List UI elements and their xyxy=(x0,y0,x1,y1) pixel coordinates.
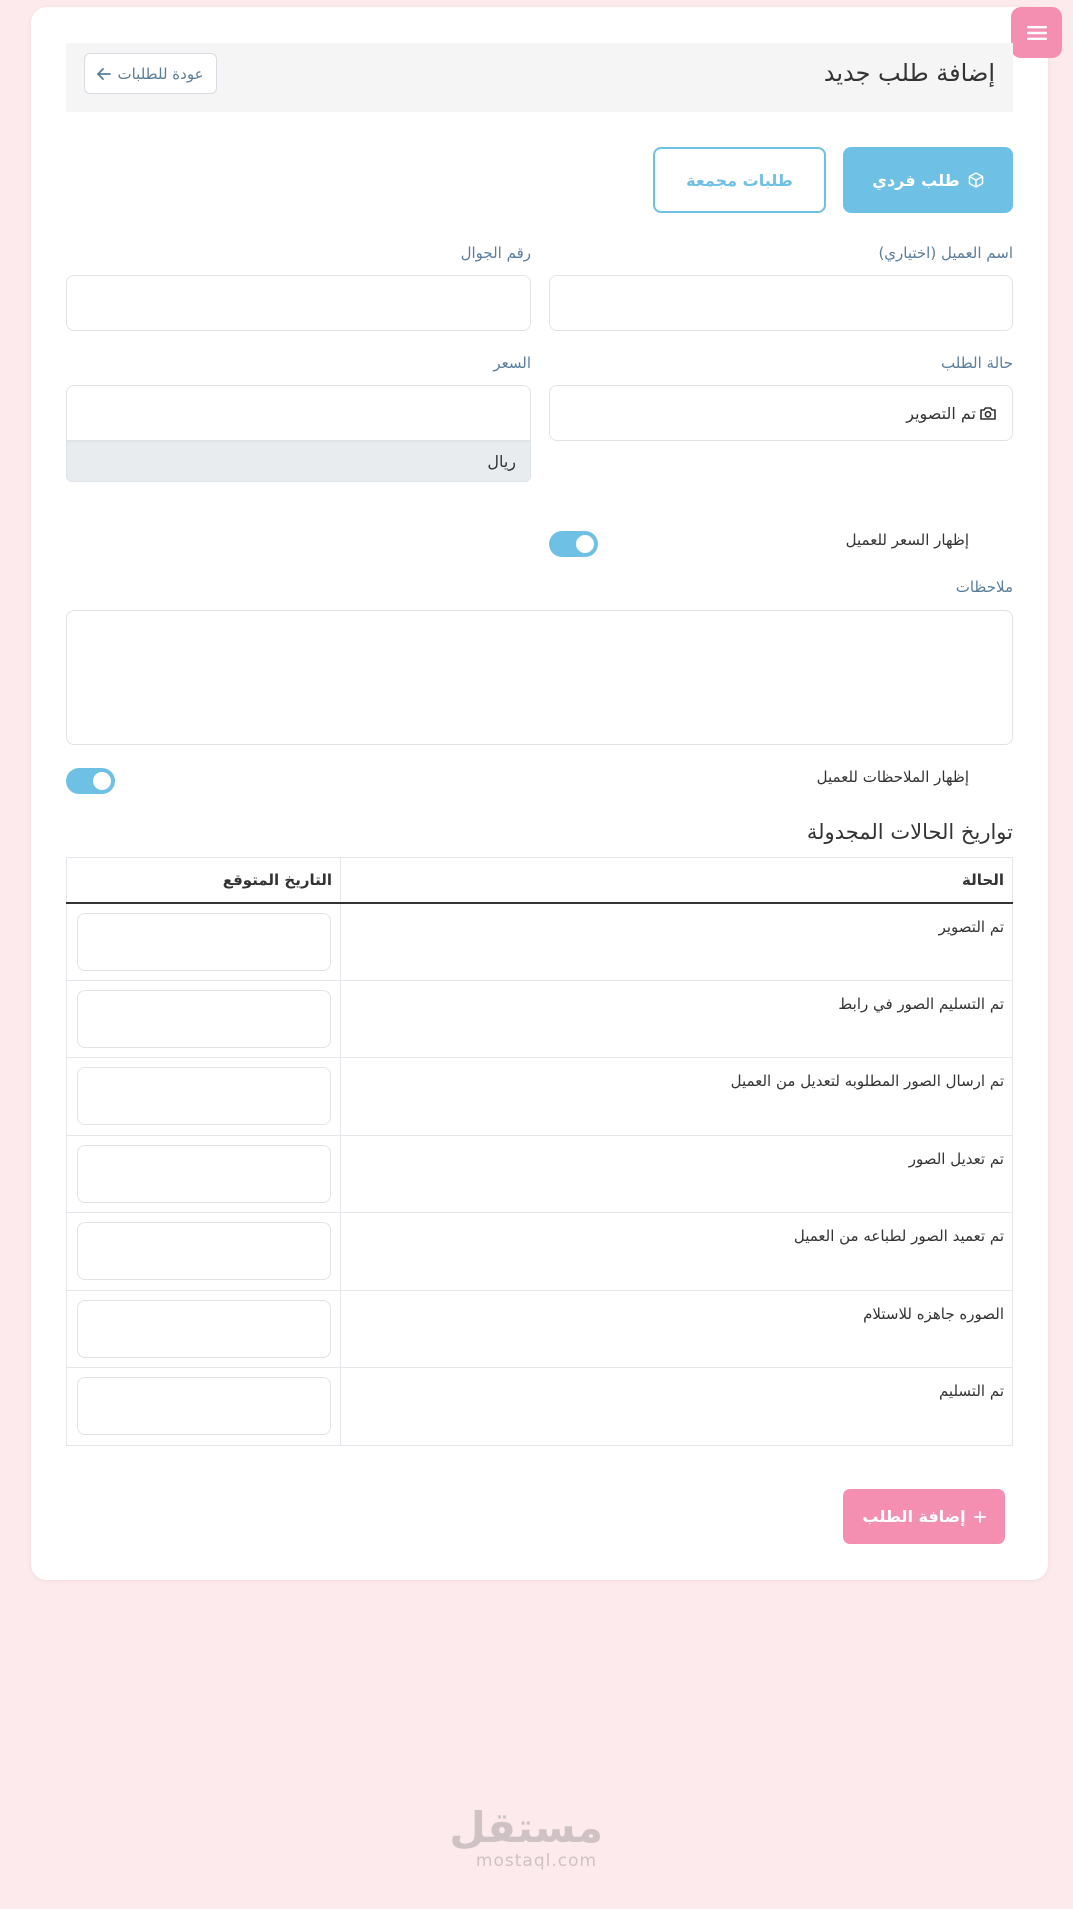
bulk-orders-label: طلبات مجمعة xyxy=(686,170,793,190)
expected-date-input[interactable] xyxy=(77,913,331,971)
table-row xyxy=(67,1290,1013,1368)
customer-name-input[interactable] xyxy=(549,275,1013,331)
watermark-arabic: مستقل xyxy=(449,1803,603,1852)
arrow-left-icon xyxy=(97,68,111,80)
camera-icon xyxy=(980,406,996,420)
expected-date-input[interactable] xyxy=(77,1067,331,1125)
order-status-value: تم التصوير xyxy=(906,403,976,423)
add-order-label: إضافة الطلب xyxy=(862,1507,966,1526)
phone-label: رقم الجوال xyxy=(460,244,531,262)
hamburger-icon xyxy=(1027,25,1047,41)
back-button-label: عودة للطلبات xyxy=(117,64,204,83)
box-icon xyxy=(968,172,984,188)
show-notes-label: إظهار الملاحظات للعميل xyxy=(816,768,969,786)
add-order-button[interactable] xyxy=(843,1489,1005,1544)
watermark-url: mostaql.com xyxy=(475,1851,598,1871)
back-to-orders-button[interactable] xyxy=(84,53,217,94)
expected-date-input[interactable] xyxy=(77,990,331,1048)
expected-date-input[interactable] xyxy=(77,1377,331,1435)
show-notes-toggle[interactable] xyxy=(66,768,115,794)
currency-text: ريال xyxy=(487,452,516,471)
page-title: إضافة طلب جديد xyxy=(823,59,995,87)
price-input[interactable] xyxy=(66,385,531,441)
row-status: تم التسليم xyxy=(341,1368,1013,1446)
notes-label: ملاحظات xyxy=(955,578,1013,596)
expected-date-input[interactable] xyxy=(77,1145,331,1203)
phone-input[interactable] xyxy=(66,275,531,331)
expected-date-input[interactable] xyxy=(77,1222,331,1280)
table-header-row xyxy=(67,858,1013,903)
bulk-orders-tab[interactable] xyxy=(653,147,826,213)
row-status: تم تعميد الصور لطباعه من العميل xyxy=(341,1213,1013,1291)
single-order-tab[interactable] xyxy=(843,147,1013,213)
row-status: تم التسليم الصور في رابط xyxy=(341,980,1013,1058)
row-status: الصوره جاهزه للاستلام xyxy=(341,1290,1013,1368)
table-row xyxy=(67,903,1013,981)
page-header xyxy=(66,43,1013,112)
show-price-toggle[interactable] xyxy=(549,531,598,557)
expected-date-input[interactable] xyxy=(77,1300,331,1358)
show-price-label: إظهار السعر للعميل xyxy=(845,531,969,549)
row-status: تم تعديل الصور xyxy=(341,1135,1013,1213)
order-status-select[interactable] xyxy=(549,385,1013,441)
table-row xyxy=(67,1368,1013,1446)
row-status: تم التصوير xyxy=(341,903,1013,981)
column-expected-date: التاريخ المتوقع xyxy=(67,858,341,903)
schedule-table xyxy=(66,857,1013,1446)
notes-textarea[interactable] xyxy=(66,610,1013,745)
order-status-label: حالة الطلب xyxy=(941,354,1013,372)
table-row xyxy=(67,980,1013,1058)
table-row xyxy=(67,1058,1013,1136)
schedule-title: تواريخ الحالات المجدولة xyxy=(806,820,1013,844)
column-status: الحالة xyxy=(341,858,1013,903)
price-label: السعر xyxy=(493,354,531,372)
menu-button[interactable] xyxy=(1011,7,1062,58)
table-row xyxy=(67,1213,1013,1291)
mostaql-watermark xyxy=(449,1803,603,1871)
plus-icon xyxy=(974,1511,986,1523)
table-row xyxy=(67,1135,1013,1213)
customer-name-label: اسم العميل (اختياري) xyxy=(878,244,1013,262)
single-order-label: طلب فردي xyxy=(872,170,960,190)
currency-addon xyxy=(66,441,531,482)
row-status: تم ارسال الصور المطلوبه لتعديل من العميل xyxy=(341,1058,1013,1136)
